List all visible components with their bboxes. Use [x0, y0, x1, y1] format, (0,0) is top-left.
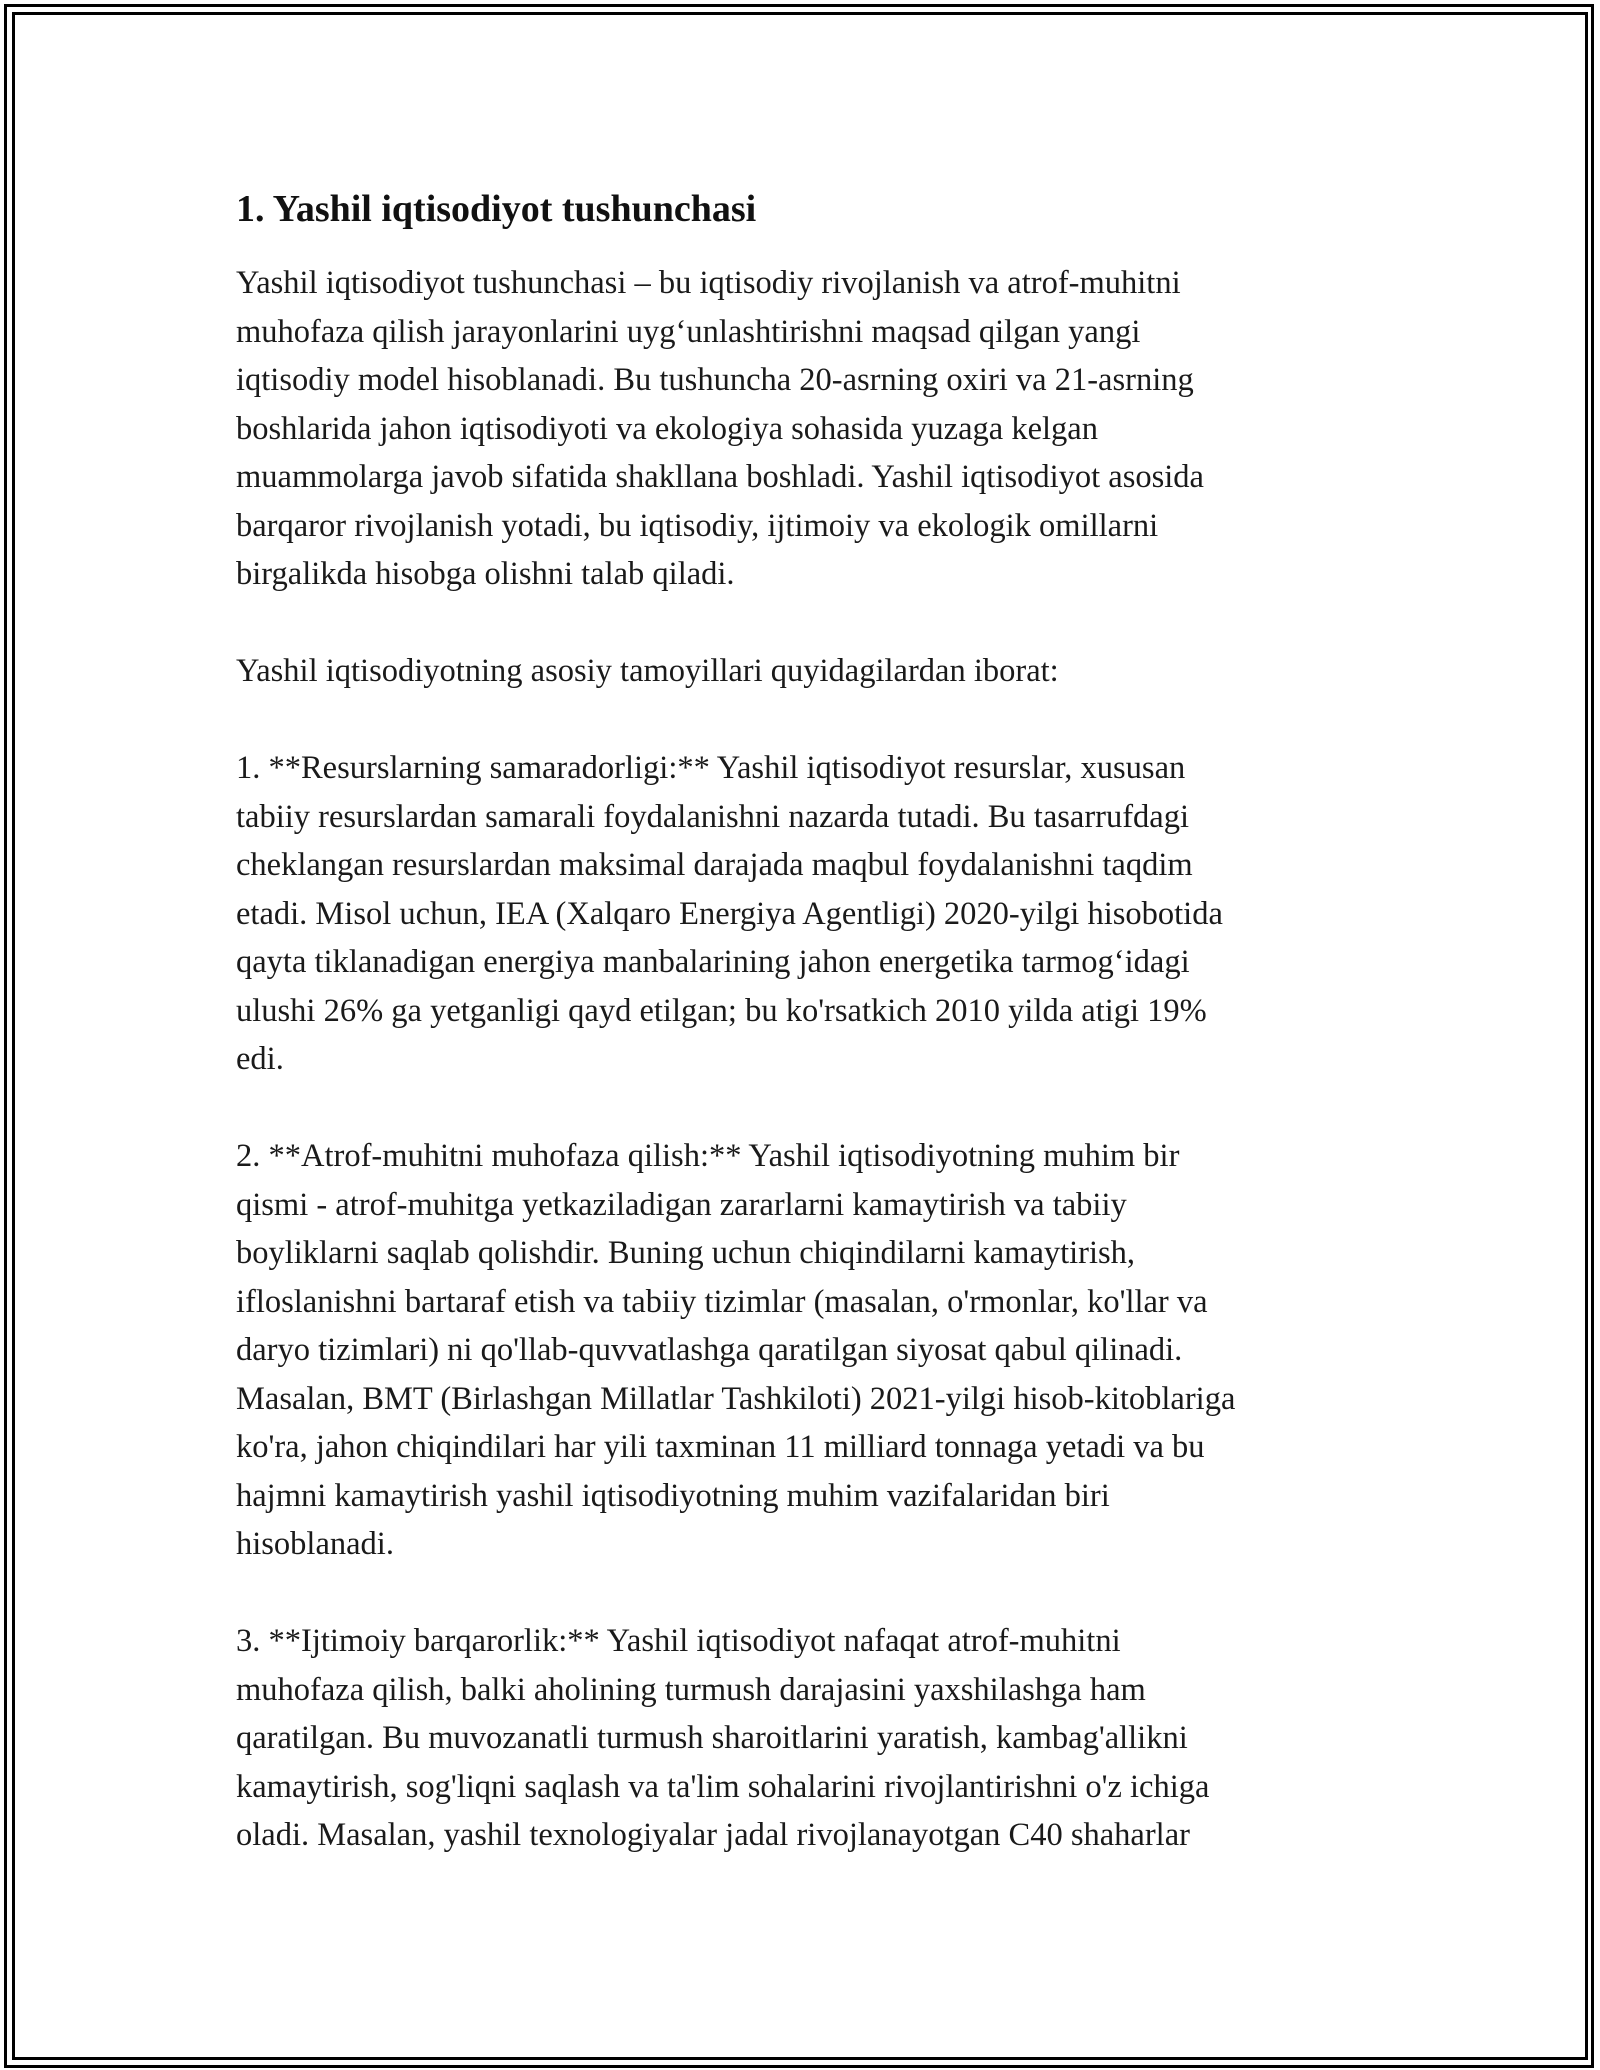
document-page [236, 185, 1376, 1908]
paragraph-principle-2: 2. **Atrof-muhitni muhofaza qilish:** Yashil iqtisodiyotning muhim bir qismi - atrof-muhitga yetkaziladigan zararlarni kamaytirish va tabiiy boyliklarni saqlab qolishdir. Buning uchun chiqindilarni kamaytirish, ifloslanishni bartaraf etish va tabiiy tizimlar (masalan, o'rmonlar, ko'llar va daryo tizimlari) ni qo'llab-quvvatlashga qaratilgan siyosat qabul qilinadi. Masalan, BMT (Birlashgan Millatlar Tashkiloti) 2021-yilgi hisob-kitoblariga ko'ra, jahon chiqindilari har yili taxminan 11 milliard tonnaga yetadi va bu hajmni kamaytirish yashil iqtisodiyotning muhim vazifalaridan biri hisoblanadi. [236, 1138, 1236, 1562]
paragraph-principle-1: 1. **Resurslarning samaradorligi:** Yashil iqtisodiyot resurslar, xususan tabiiy resurslardan samarali foydalanishni nazarda tutadi. Bu tasarrufdagi cheklangan resurslardan maksimal darajada maqbul foydalanishni taqdim etadi. Misol uchun, IEA (Xalqaro Energiya Agentligi) 2020-yilgi hisobotida qayta tiklanadigan energiya manbalarining jahon energetika tarmog‘idagi ulushi 26% ga yetganligi qayd etilgan; bu ko'rsatkich 2010 yilda atigi 19% edi. [236, 750, 1223, 1077]
paragraph-principle-3: 3. **Ijtimoiy barqarorlik:** Yashil iqtisodiyot nafaqat atrof-muhitni muhofaza qilish, balki aholining turmush darajasini yaxshilashga ham qaratilgan. Bu muvozanatli turmush sharoitlarini yaratish, kambag'allikni kamaytirish, sog'liqni saqlash va ta'lim sohalarini rivojlantirishni o'z ichiga oladi. Masalan, yashil texnologiyalar jadal rivojlanayotgan C40 shaharlar [236, 1623, 1210, 1853]
paragraph-intro: Yashil iqtisodiyot tushunchasi – bu iqtisodiy rivojlanish va atrof-muhitni muhofaza qilish jarayonlarini uyg‘unlashtirishni maqsad qilgan yangi iqtisodiy model hisoblanadi. Bu tushuncha 20-asrning oxiri va 21-asrning boshlarida jahon iqtisodiyoti va ekologiya sohasida yuzaga kelgan muammolarga javob sifatida shakllana boshladi. Yashil iqtisodiyot asosida barqaror rivojlanish yotadi, bu iqtisodiy, ijtimoiy va ekologik omillarni birgalikda hisobga olishni talab qiladi. [236, 265, 1204, 592]
section-heading: 1. Yashil iqtisodiyot tushunchasi [236, 188, 757, 230]
paragraph-principles-lead: Yashil iqtisodiyotning asosiy tamoyillari quyidagilardan iborat: [236, 653, 1059, 689]
